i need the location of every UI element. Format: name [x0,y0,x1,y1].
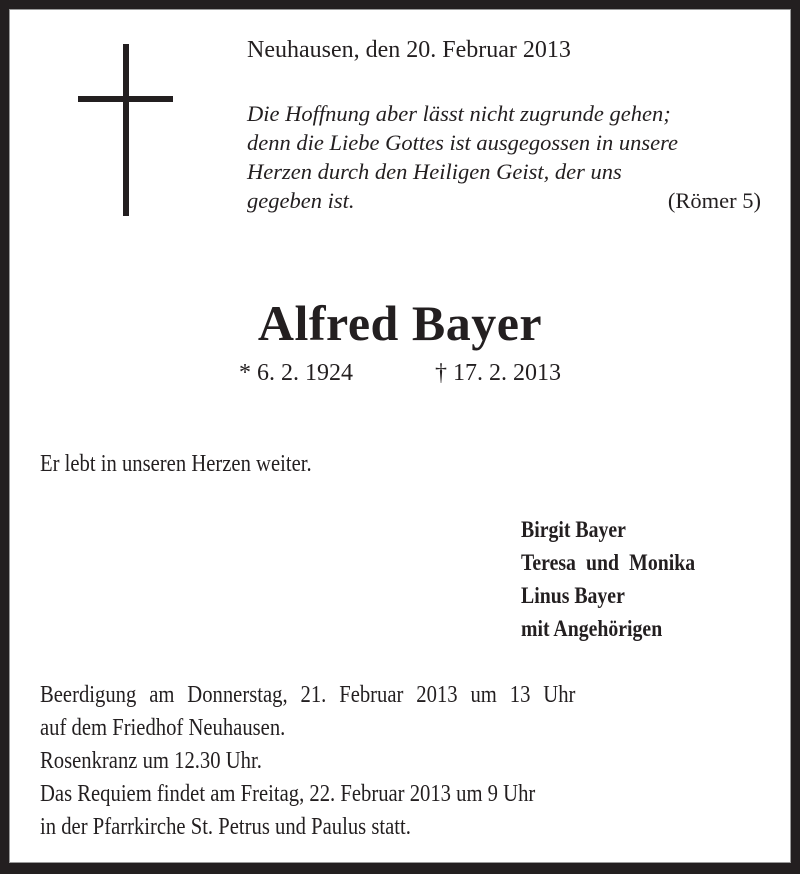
funeral-info-line: Beerdigung am Donnerstag, 21. Februar 2013 um 13 Uhr [40,682,576,708]
verse-line: Herzen durch den Heiligen Geist, der uns [247,159,622,184]
verse-last-line [247,186,761,215]
life-dates [9,360,791,387]
bible-verse [247,99,761,215]
cross-icon-vertical-bar [123,44,129,216]
verse-line: gegeben ist. [247,188,355,213]
deceased-name: Alfred Bayer [257,295,543,351]
funeral-info-line: auf dem Friedhof Neuhausen. [40,715,286,741]
death-date: † 17. 2. 2013 [435,360,561,386]
obituary-notice [9,9,791,863]
place-and-date: Neuhausen, den 20. Februar 2013 [247,37,571,63]
verse-line: Die Hoffnung aber lässt nicht zugrunde gehen; [247,101,671,126]
cross-icon-horizontal-bar [78,96,173,102]
funeral-info-line: Rosenkranz um 12.30 Uhr. [40,748,262,774]
funeral-info-line: Das Requiem findet am Freitag, 22. Februar 2013 um 9 Uhr [40,781,536,807]
mourner-name: mit Angehörigen [521,616,663,641]
verse-line: denn die Liebe Gottes ist ausgegossen in unsere [247,130,678,155]
birth-date: * 6. 2. 1924 [239,360,353,386]
mourner-name: Linus Bayer [521,583,625,608]
verse-reference: (Römer 5) [667,188,761,213]
memorial-motto: Er lebt in unseren Herzen weiter. [40,451,312,477]
mourner-name: Birgit Bayer [521,517,626,542]
funeral-info [40,679,575,844]
mourner-name: Teresa und Monika [521,550,696,575]
mourners-list [521,513,695,645]
funeral-info-line: in der Pfarrkirche St. Petrus und Paulus statt. [40,814,411,840]
